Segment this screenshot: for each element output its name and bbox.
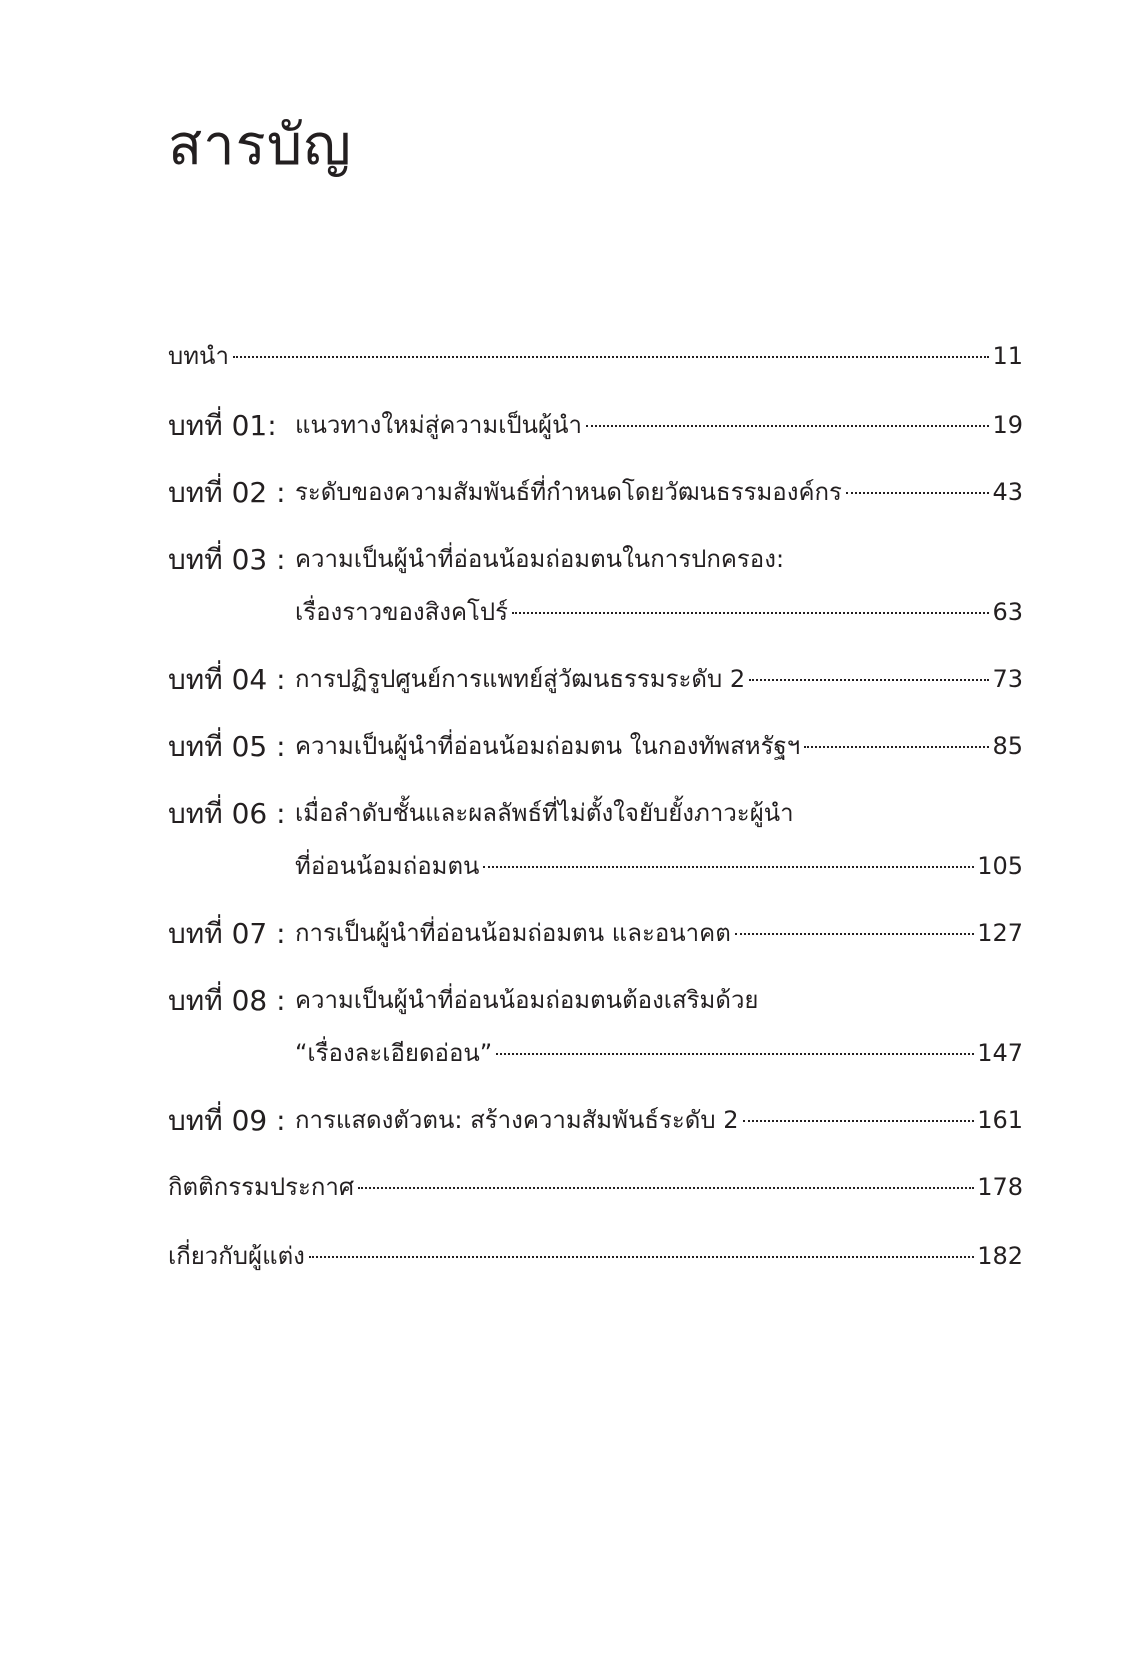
dot-leader xyxy=(358,1187,974,1189)
entry-line xyxy=(168,334,1023,379)
entry-body xyxy=(295,1098,1023,1143)
entry-line xyxy=(295,978,1023,1023)
entry-title: ที่อ่อนน้อมถ่อมตน xyxy=(295,852,480,880)
entry-body xyxy=(295,470,1023,515)
entry-title: “เรื่องละเอียดอ่อน” xyxy=(295,1039,493,1067)
dot-leader xyxy=(743,1120,975,1122)
page-title: สารบัญ xyxy=(168,113,352,178)
page-number: 105 xyxy=(977,852,1023,880)
entry-line xyxy=(295,911,1023,956)
toc-entry xyxy=(168,334,1023,379)
entry-title: แนวทางใหม่สู่ความเป็นผู้นำ xyxy=(295,411,582,439)
entry-title: กิตติกรรมประกาศ xyxy=(168,1173,355,1201)
page-number: 147 xyxy=(977,1039,1023,1067)
page-number: 73 xyxy=(992,665,1023,693)
toc-entry xyxy=(168,791,1023,889)
entry-line xyxy=(295,791,1023,836)
entry-body xyxy=(168,1234,1023,1279)
page-number: 127 xyxy=(977,919,1023,947)
chapter-number: บทที่ 03 : xyxy=(168,543,286,576)
toc-entry xyxy=(168,978,1023,1076)
dot-leader xyxy=(483,866,974,868)
entry-body xyxy=(295,978,1023,1076)
entry-body xyxy=(168,334,1023,379)
dot-leader xyxy=(846,492,990,494)
chapter-number: บทที่ 01: xyxy=(168,409,277,442)
toc-entry xyxy=(168,537,1023,635)
dot-leader xyxy=(804,746,989,748)
toc-entry xyxy=(168,724,1023,769)
chapter-number: บทที่ 06 : xyxy=(168,797,286,830)
page-number: 182 xyxy=(977,1242,1023,1270)
entry-title: ความเป็นผู้นำที่อ่อนน้อมถ่อมตนต้องเสริมด้วย xyxy=(295,986,759,1014)
toc-entry xyxy=(168,403,1023,448)
page-number: 85 xyxy=(992,732,1023,760)
dot-leader xyxy=(586,425,989,427)
page-number: 43 xyxy=(992,478,1023,506)
entry-title: บทนำ xyxy=(168,342,229,370)
entry-title: เรื่องราวของสิงคโปร์ xyxy=(295,598,509,626)
dot-leader xyxy=(512,612,989,614)
dot-leader xyxy=(749,679,989,681)
entry-body xyxy=(295,911,1023,956)
entry-line xyxy=(295,1031,1023,1076)
chapter-number: บทที่ 02 : xyxy=(168,476,286,509)
toc-entry xyxy=(168,1234,1023,1279)
entry-line xyxy=(168,1165,1023,1210)
toc-entry xyxy=(168,911,1023,956)
entry-title: การเป็นผู้นำที่อ่อนน้อมถ่อมตน และอนาคต xyxy=(295,919,731,947)
entry-body xyxy=(295,791,1023,889)
dot-leader xyxy=(735,933,974,935)
table-of-contents xyxy=(168,334,1023,1303)
entry-title: การปฏิรูปศูนย์การแพทย์สู่วัฒนธรรมระดับ 2 xyxy=(295,665,746,693)
toc-entry xyxy=(168,1098,1023,1143)
entry-body xyxy=(295,537,1023,635)
page-number: 11 xyxy=(992,342,1023,370)
toc-entry xyxy=(168,1165,1023,1210)
entry-line xyxy=(295,724,1023,769)
chapter-number: บทที่ 08 : xyxy=(168,984,286,1017)
page-number: 161 xyxy=(977,1106,1023,1134)
dot-leader xyxy=(309,1256,974,1258)
entry-line xyxy=(295,537,1023,582)
entry-body xyxy=(295,403,1023,448)
entry-line xyxy=(295,1098,1023,1143)
chapter-number: บทที่ 05 : xyxy=(168,730,286,763)
entry-line xyxy=(168,1234,1023,1279)
entry-title: ระดับของความสัมพันธ์ที่กำหนดโดยวัฒนธรรมองค์กร xyxy=(295,478,842,506)
entry-title: เกี่ยวกับผู้แต่ง xyxy=(168,1242,305,1270)
dot-leader xyxy=(233,356,990,358)
entry-title: ความเป็นผู้นำที่อ่อนน้อมถ่อมตน ในกองทัพสหรัฐฯ xyxy=(295,732,801,760)
entry-line xyxy=(295,403,1023,448)
page-number: 178 xyxy=(977,1173,1023,1201)
chapter-number: บทที่ 04 : xyxy=(168,663,286,696)
entry-title: เมื่อลำดับชั้นและผลลัพธ์ที่ไม่ตั้งใจยับยั้งภาวะผู้นำ xyxy=(295,799,794,827)
entry-line xyxy=(295,844,1023,889)
page-number: 63 xyxy=(992,598,1023,626)
entry-line xyxy=(295,470,1023,515)
entry-line xyxy=(295,590,1023,635)
entry-body xyxy=(295,657,1023,702)
entry-body xyxy=(168,1165,1023,1210)
dot-leader xyxy=(496,1053,974,1055)
entry-title: ความเป็นผู้นำที่อ่อนน้อมถ่อมตนในการปกครอง: xyxy=(295,545,785,573)
toc-entry xyxy=(168,657,1023,702)
toc-entry xyxy=(168,470,1023,515)
entry-title: การแสดงตัวตน: สร้างความสัมพันธ์ระดับ 2 xyxy=(295,1106,739,1134)
chapter-number: บทที่ 07 : xyxy=(168,917,286,950)
entry-body xyxy=(295,724,1023,769)
chapter-number: บทที่ 09 : xyxy=(168,1104,286,1137)
entry-line xyxy=(295,657,1023,702)
page-number: 19 xyxy=(992,411,1023,439)
